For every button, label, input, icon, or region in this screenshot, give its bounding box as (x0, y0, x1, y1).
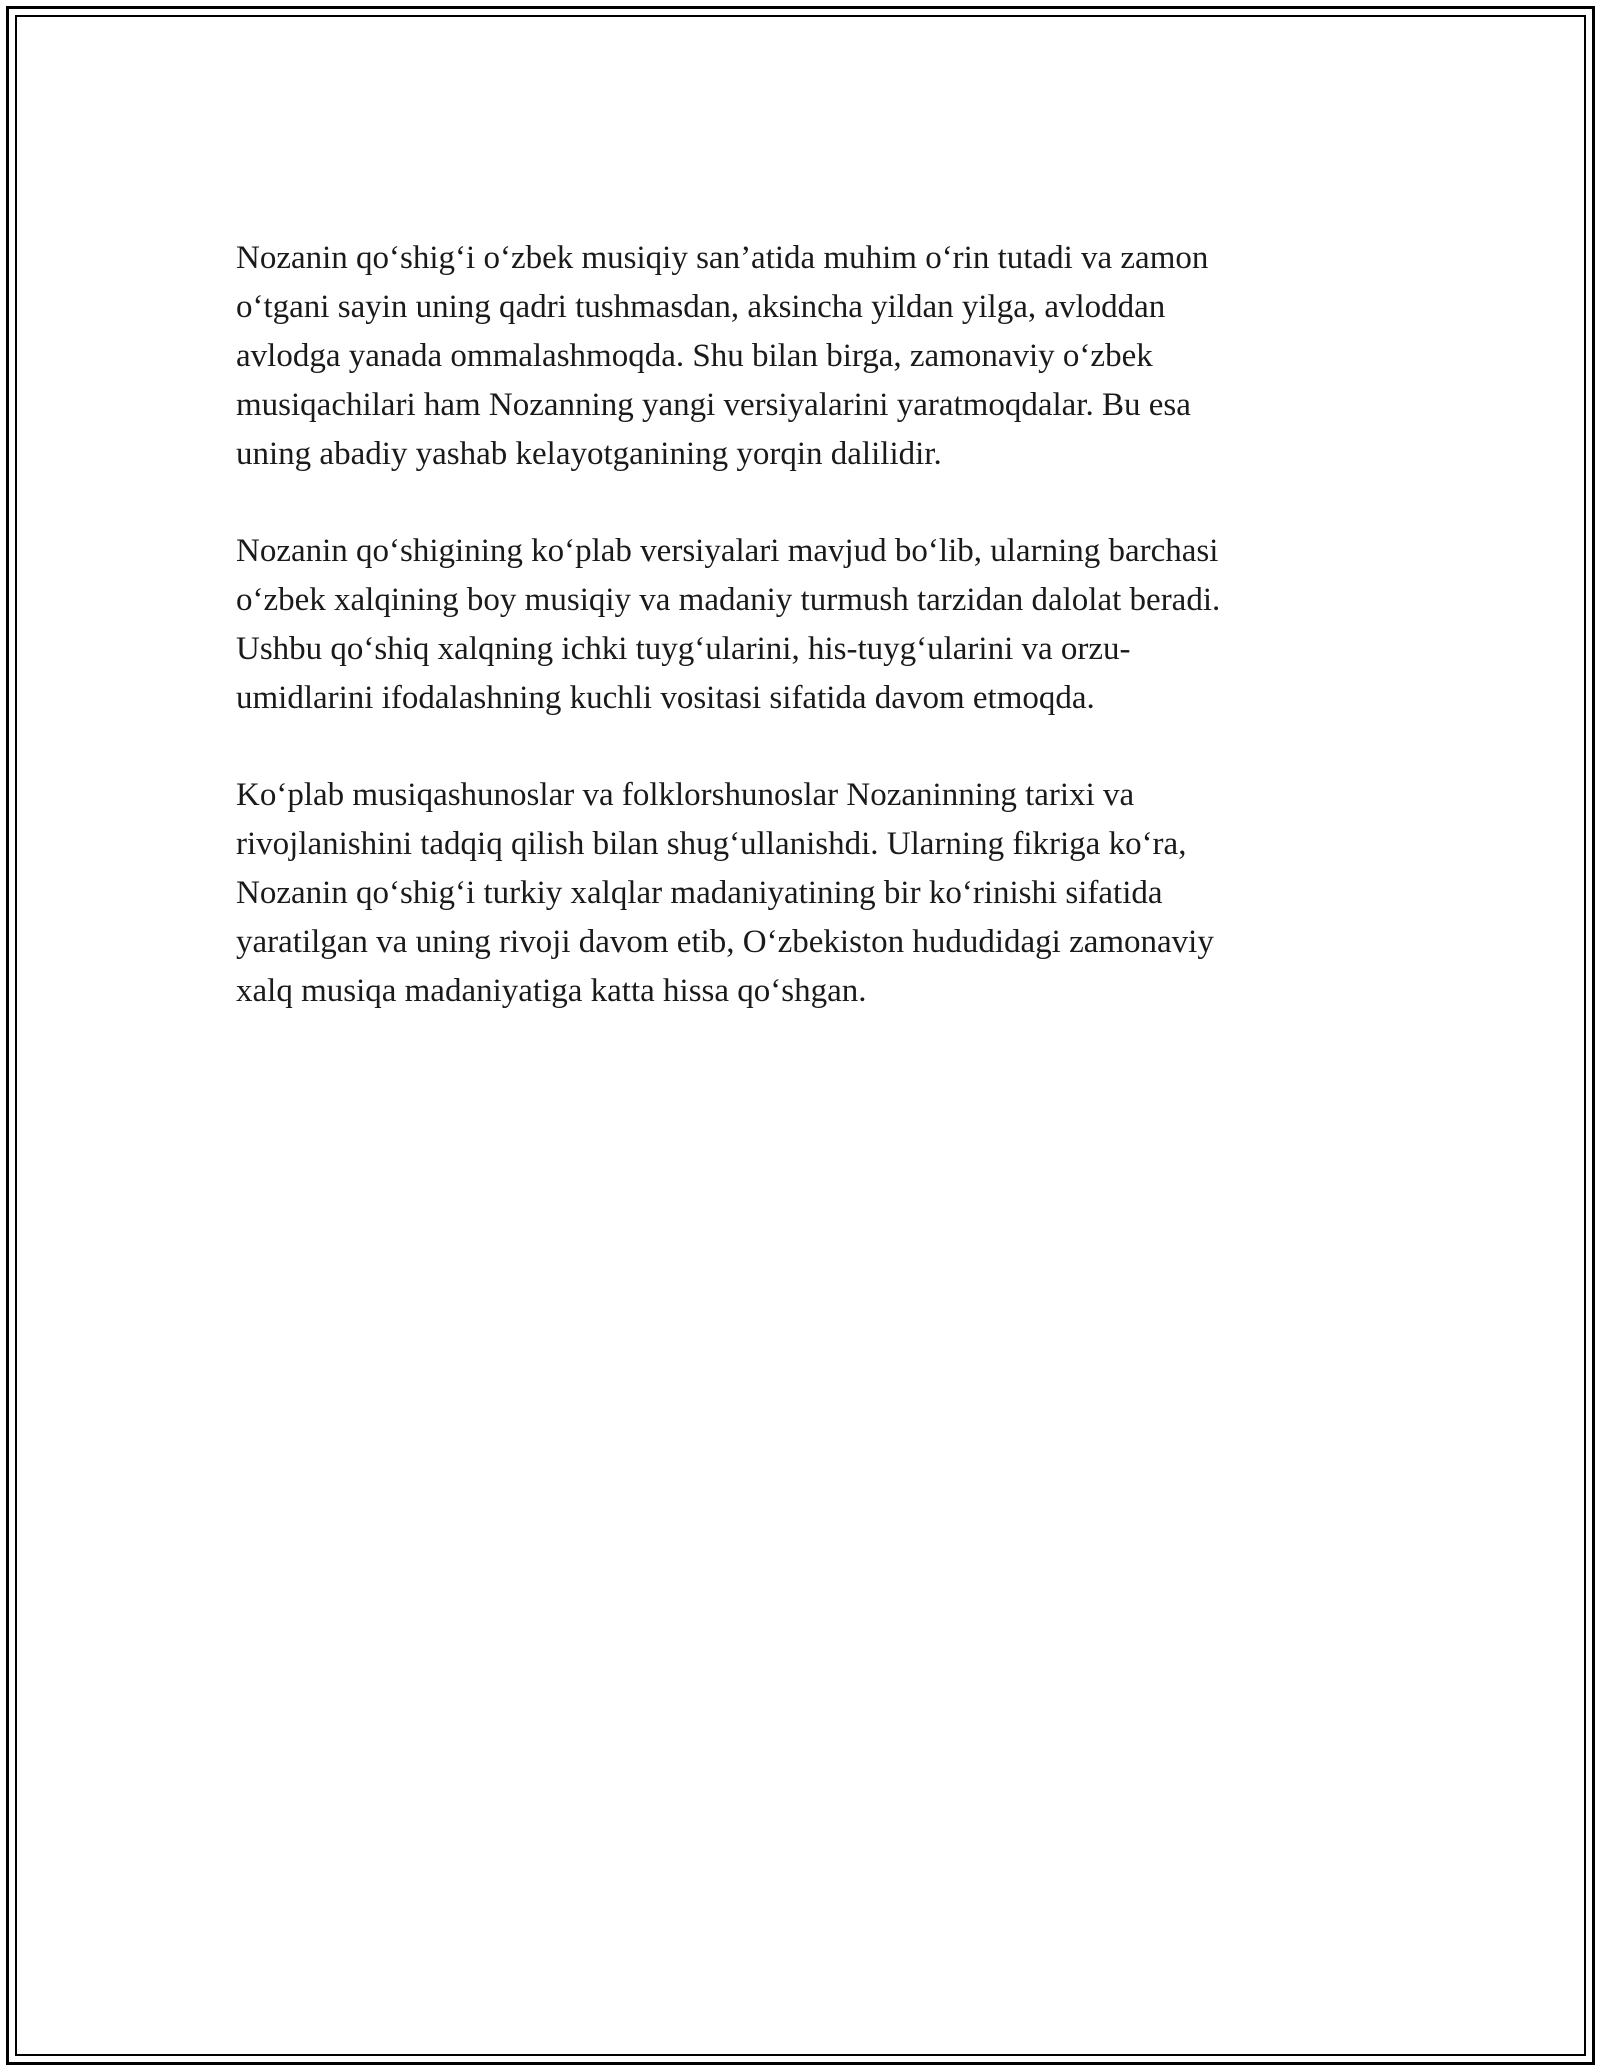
text-line: avlodga yanada ommalashmoqda. Shu bilan birga, zamonaviy o‘zbek (236, 338, 1153, 374)
text-line: xalq musiqa madaniyatiga katta hissa qo‘shgan. (236, 973, 867, 1009)
document-body (236, 234, 1346, 1064)
text-line: o‘tgani sayin uning qadri tushmasdan, aksincha yildan yilga, avloddan (236, 289, 1166, 325)
text-line: Nozanin qo‘shig‘i o‘zbek musiqiy san’atida muhim o‘rin tutadi va zamon (236, 240, 1209, 276)
text-line: Nozanin qo‘shigining ko‘plab versiyalari mavjud bo‘lib, ularning barchasi (236, 533, 1219, 569)
text-line: uning abadiy yashab kelayotganining yorqin dalilidir. (236, 436, 942, 472)
paragraph-3 (236, 771, 1346, 1016)
text-line: Ushbu qo‘shiq xalqning ichki tuyg‘ularini, his-tuyg‘ularini va orzu- (236, 631, 1131, 667)
text-line: yaratilgan va uning rivoji davom etib, O‘zbekiston hududidagi zamonaviy (236, 924, 1214, 960)
text-line: Nozanin qo‘shig‘i turkiy xalqlar madaniyatining bir ko‘rinishi sifatida (236, 875, 1163, 911)
paragraph-1 (236, 234, 1346, 479)
text-line: musiqachilari ham Nozanning yangi versiyalarini yaratmoqdalar. Bu esa (236, 387, 1191, 423)
text-line: umidlarini ifodalashning kuchli vositasi sifatida davom etmoqda. (236, 680, 1095, 716)
paragraph-2 (236, 527, 1346, 723)
text-line: Ko‘plab musiqashunoslar va folklorshunoslar Nozaninning tarixi va (236, 777, 1135, 813)
text-line: rivojlanishini tadqiq qilish bilan shug‘ullanishdi. Ularning fikriga ko‘ra, (236, 826, 1187, 862)
text-line: o‘zbek xalqining boy musiqiy va madaniy turmush tarzidan dalolat beradi. (236, 582, 1221, 618)
